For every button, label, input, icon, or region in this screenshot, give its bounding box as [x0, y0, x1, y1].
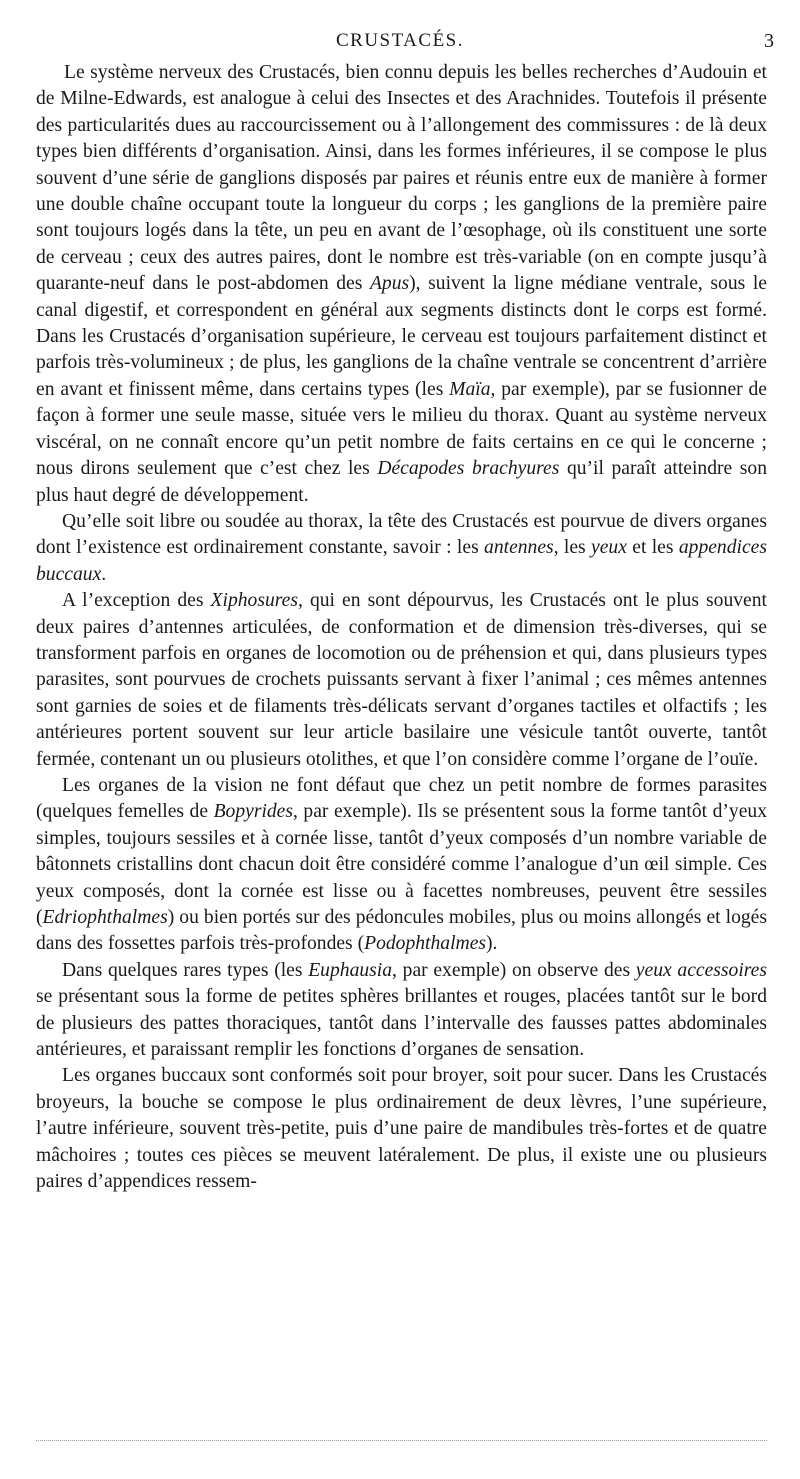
italic-taxon: Podophthalmes: [364, 933, 487, 955]
paragraph-mouth-parts: [36, 1063, 767, 1195]
text-run: se présentant sous la forme de petites sphères brillantes et rouges, placées tantôt sur le bord de plusieurs des pattes thoraciques, tantôt dans l’intervalle des fausses pattes abdominales antérieures, et paraissant remplir les fonctions d’organes de sensation.: [36, 986, 767, 1061]
text-run: , par exemple) on observe des: [392, 959, 636, 981]
text-run: ), suivent la ligne médiane ventrale, sous le canal digestif, et correspondent en général aux segments distincts dont le corps est formé. Dans les Crustacés d’organisation supérieure, le cerveau est toujours parfaitement distinct et parfois très-volumineux ; de plus, les ganglions de la chaîne ventrale se concentrent d’arrière en avant et finissent même, dans certains types (les: [36, 273, 767, 400]
text-run: Le système nerveux des Crustacés, bien connu depuis les belles recherches d’Audouin et de Milne-Edwards, est analogue à celui des Insectes et des Arachnides. Toutefois il présente des particularités dues au raccourcissement ou à l’allongement des commissures : de là deux types bien différents d’organisation. Ainsi, dans les formes inférieures, il se compose le plus souvent d’une série de ganglions disposés par paires et réunis entre eux de manière à former une double chaîne occupant toute la longueur du corps ; les ganglions de la première paire sont toujours logés dans la tête, un peu en avant de l’œsophage, où ils constituent une sorte de cerveau ; ceux des autres paires, dont le nombre est très-variable (on en compte jusqu’à quarante-neuf dans le post-abdomen des: [36, 62, 767, 295]
paragraph-antennae: [36, 588, 767, 773]
italic-term: yeux accessoires: [635, 959, 767, 981]
text-run: A l’exception des: [62, 590, 211, 612]
paragraph-accessory-eyes: [36, 958, 767, 1064]
paragraph-head-organs: [36, 509, 767, 588]
text-run: Qu’elle soit libre ou soudée au thorax, la tête des Crustacés est pourvue de divers organes dont l’existence est ordinairement constante, savoir : les: [36, 510, 767, 559]
italic-term: antennes: [484, 537, 554, 559]
text-run: , qui en sont dépourvus, les Crustacés ont le plus souvent deux paires d’antennes articulées, de conformation et de dimension très-diverses, qui se transforment parfois en organes de locomotion ou de préhension et qui, dans plusieurs types parasites, sont pourvues de crochets puissants servant à fixer l’animal ; ces mêmes antennes sont garnies de soies et de filaments très-délicats servant d’organes tactiles et olfactifs ; les antérieures portent souvent sur leur article basilaire une vésicule tantôt ouverte, tantôt fermée, contenant un ou plusieurs otolithes, et que l’on considère comme l’organe de l’ouïe.: [36, 590, 767, 770]
footer-dotted-rule: [36, 1440, 767, 1441]
text-run: ).: [486, 933, 498, 955]
running-head: [0, 30, 800, 54]
page-number: 3: [764, 30, 774, 52]
italic-taxon: Bopyrides: [213, 801, 294, 823]
text-run: et les: [626, 537, 679, 559]
italic-taxon: Maïa: [449, 378, 491, 400]
italic-taxon: Edriophthalmes: [42, 907, 168, 928]
body-text: [36, 60, 767, 1195]
paragraph-nervous-system: [36, 60, 767, 509]
italic-taxon: Apus: [369, 273, 410, 295]
text-run: ) ou bien portés sur des pédoncules mobiles, plus ou moins allongés et logés dans des fossettes parfois très-profondes (: [36, 907, 767, 955]
text-run: Dans quelques rares types (les: [62, 959, 309, 981]
text-run: Les organes buccaux sont conformés soit pour broyer, soit pour sucer. Dans les Crustacés broyeurs, la bouche se compose le plus ordinairement de deux lèvres, l’une supérieure, l’autre inférieure, souvent très-petite, puis d’une paire de mandibules très-fortes et de quatre mâchoires ; toutes ces pièces se meuvent latéralement. De plus, il existe une ou plusieurs paires d’appendices ressem-: [36, 1065, 767, 1193]
paragraph-vision: [36, 773, 767, 958]
italic-term: yeux: [591, 537, 627, 559]
italic-taxon: Xiphosures: [210, 590, 298, 612]
text-run: qu’il paraît atteindre son plus haut degré de développement.: [36, 458, 767, 506]
text-run: , par exemple). Ils se présentent sous la forme tantôt d’yeux simples, toujours sessiles et à cornée lisse, tantôt d’yeux composés d’un nombre variable de bâtonnets cristallins dont chacun doit être considéré comme l’analogue d’un œil simple. Ces yeux composés, dont la cornée est lisse ou à facettes nombreuses, peuvent être sessiles (: [36, 801, 767, 928]
italic-taxon: Euphausia: [308, 959, 393, 981]
text-run: .: [101, 563, 107, 585]
text-run: , par exemple), par se fusionner de façon à former une seule masse, située vers le milieu du thorax. Quant au système nerveux viscéral, on ne connaît encore qu’un petit nombre de faits certains en ce qui le concerne ; nous dirons seulement que c’est chez les: [36, 378, 768, 480]
italic-term: appendices buccaux: [36, 537, 767, 585]
running-title: CRUSTACÉS.: [335, 30, 465, 51]
text-run: Les organes de la vision ne font défaut que chez un petit nombre de formes parasites (quelques femelles de: [36, 774, 767, 823]
text-run: , les: [553, 537, 592, 559]
italic-taxon: Décapodes brachyures: [377, 458, 560, 480]
